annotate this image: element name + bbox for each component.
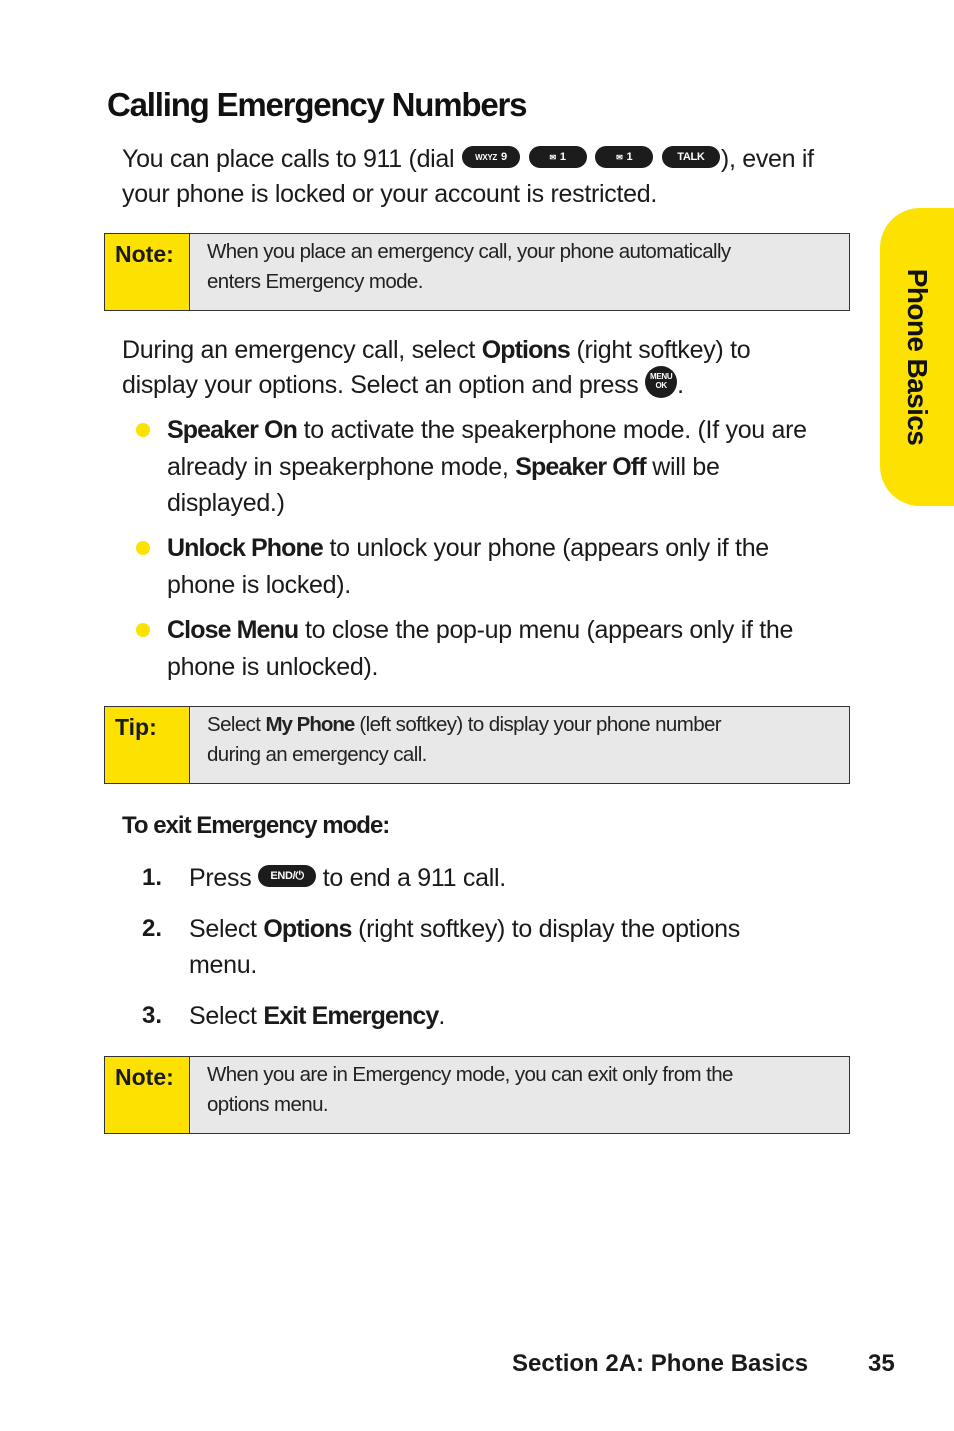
note-label: Note:	[105, 234, 190, 310]
bullet-speaker-on: Speaker On to activate the speakerphone mode. (If you are already in speakerphone mode, Speaker Off will be displayed.)	[167, 416, 807, 517]
intro-text-after: ), even if	[720, 145, 814, 173]
intro-text: You can place calls to 911 (dial	[122, 145, 461, 173]
note-box	[104, 233, 850, 311]
tip-label: Tip:	[105, 707, 190, 783]
side-tab-label: Phone Basics	[902, 268, 933, 446]
key-1-icon: ✉ 1	[529, 146, 587, 168]
step-1: Press END/⏻ to end a 911 call.	[189, 864, 506, 892]
page-title: Calling Emergency Numbers	[107, 86, 527, 123]
during-line-2: display your options. Select an option and press MENU OK .	[122, 368, 684, 403]
page-number: 35	[868, 1350, 895, 1377]
step-2: Select Options (right softkey) to display the options menu.	[189, 915, 740, 979]
tip-box	[104, 706, 850, 784]
talk-key-icon: TALK	[662, 146, 720, 168]
bullet-unlock-phone: Unlock Phone to unlock your phone (appears only if the phone is locked).	[167, 534, 769, 599]
key-1-icon: ✉ 1	[595, 146, 653, 168]
during-line-1: During an emergency call, select Options (right softkey) to	[122, 336, 751, 364]
step-3: Select Exit Emergency.	[189, 1002, 445, 1030]
tip-text: Select My Phone (left softkey) to display your phone number during an emergency call.	[207, 713, 722, 766]
note-label: Note:	[105, 1057, 190, 1133]
note-box	[104, 1056, 850, 1134]
step-number: 2.	[142, 915, 163, 942]
exit-heading: To exit Emergency mode:	[122, 812, 390, 839]
note-text: When you are in Emergency mode, you can exit only from the options menu.	[207, 1063, 733, 1116]
step-number: 1.	[142, 864, 163, 891]
end-key-icon: END/⏻	[258, 865, 316, 887]
options-term: Options	[481, 336, 570, 364]
step-number: 3.	[142, 1002, 163, 1029]
footer-section: Section 2A: Phone Basics	[512, 1350, 809, 1377]
bullet-close-menu: Close Menu to close the pop-up menu (appears only if the phone is unlocked).	[167, 616, 794, 681]
note-text: When you place an emergency call, your phone automatically enters Emergency mode.	[207, 240, 731, 293]
intro-line-1	[122, 142, 814, 177]
key-9-icon: WXYZ 9	[462, 146, 520, 168]
bullet-icon	[136, 423, 150, 437]
menu-ok-key-icon: MENU OK	[645, 366, 677, 398]
bullet-icon	[136, 623, 150, 637]
bullet-icon	[136, 541, 150, 555]
intro-line-2: your phone is locked or your account is restricted.	[122, 180, 657, 208]
